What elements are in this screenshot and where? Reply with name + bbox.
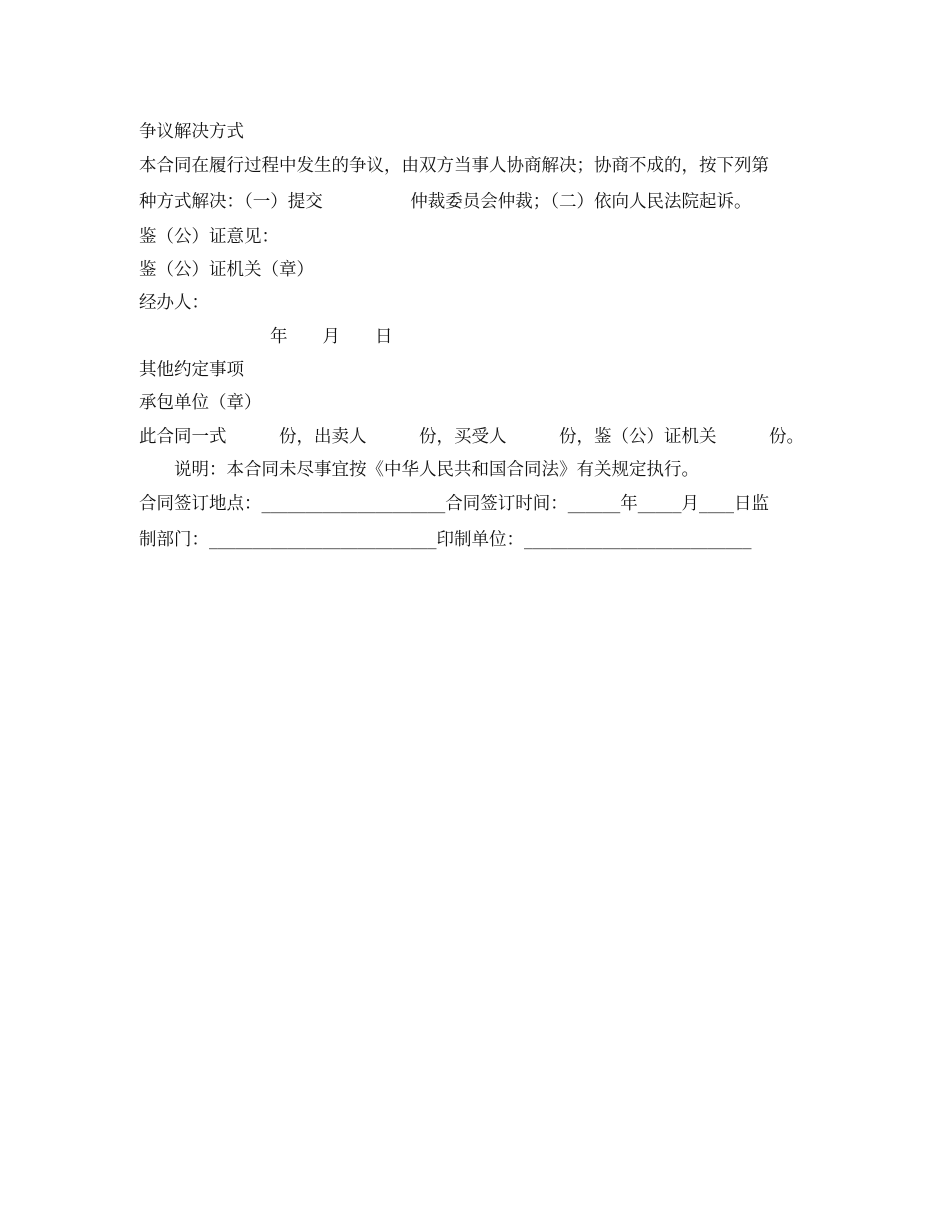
handler-label: 经办人： [139, 293, 209, 313]
notarization-authority-seal-label: 鉴（公）证机关（章） [139, 260, 314, 280]
dispute-clause-line-2: 种方式解决：（一）提交 仲裁委员会仲裁；（二）依向人民法院起诉。 [139, 192, 752, 212]
signing-place-and-time-line: 合同签订地点：_____________________合同签订时间：______年_____月____日监 [139, 494, 769, 514]
explanation-note: 说明：本合同未尽事宜按《中华人民共和国合同法》有关规定执行。 [174, 460, 699, 480]
contractor-seal-label: 承包单位（章） [139, 393, 262, 413]
dispute-clause-line-1: 本合同在履行过程中发生的争议，由双方当事人协商解决；协商不成的，按下列第 [139, 156, 769, 176]
other-agreed-matters-heading: 其他约定事项 [139, 360, 244, 380]
date-line: 年 月 日 [270, 327, 393, 347]
section-heading-dispute-resolution: 争议解决方式 [139, 122, 244, 142]
notarization-opinion-label: 鉴（公）证意见： [139, 227, 279, 247]
supervision-and-printing-line: 制部门：__________________________印制单位：__________________________ [139, 530, 752, 550]
copies-clause: 此合同一式 份，出卖人 份，买受人 份，鉴（公）证机关 份。 [139, 427, 804, 447]
